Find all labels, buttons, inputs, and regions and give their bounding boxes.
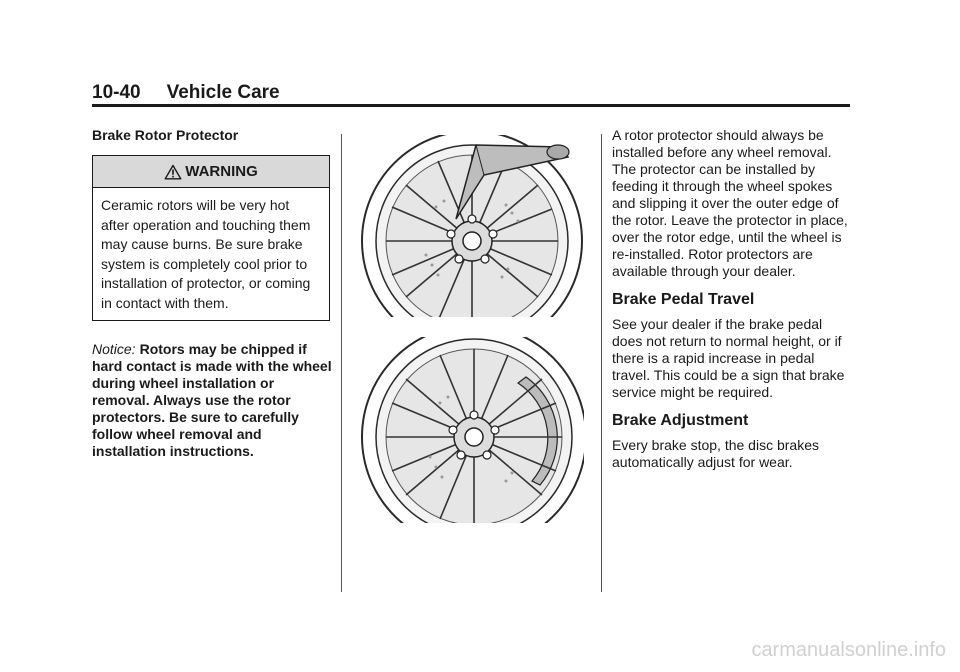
watermark: carmanualsonline.info xyxy=(751,639,946,661)
section-title: Vehicle Care xyxy=(166,82,280,103)
section-heading: Brake Rotor Protector xyxy=(92,127,239,143)
warning-triangle-icon xyxy=(164,164,182,180)
column-divider-right xyxy=(601,134,602,592)
brake-adjustment-heading: Brake Adjustment xyxy=(612,412,749,429)
wheel-illustration-top xyxy=(356,135,584,317)
wheel-illustration-bottom xyxy=(356,337,584,523)
page-header xyxy=(92,82,280,104)
brake-pedal-travel-heading: Brake Pedal Travel xyxy=(612,291,755,308)
left-column xyxy=(92,127,332,460)
warning-label: WARNING xyxy=(185,163,258,180)
rotor-protector-text: A rotor protector should always be installed before any wheel removal. The protector can be installed by feeding it through the wheel spokes and slipping it over the outer edge of the rotor. Leave the protector in place, over the rotor edge, until the wheel is re-installed. Rotor protectors are available through your dealer. xyxy=(612,127,848,279)
brake-adjustment-text: Every brake stop, the disc brakes automatically adjust for wear. xyxy=(612,437,819,470)
notice-text: Rotors may be chipped if hard contact is made with the wheel during wheel installation or removal. Always use the rotor protectors. Be sure to carefully follow wheel removal and installation instructions. xyxy=(92,341,332,459)
warning-header xyxy=(93,156,329,188)
notice-paragraph xyxy=(92,341,332,460)
notice-lead: Notice: xyxy=(92,341,136,357)
right-column xyxy=(612,127,850,471)
warning-box xyxy=(92,155,330,321)
brake-pedal-travel-text: See your dealer if the brake pedal does not return to normal height, or if there is a rapid increase in pedal travel. This could be a sign that brake service might be required. xyxy=(612,316,845,400)
column-divider-left xyxy=(341,134,342,592)
warning-text: Ceramic rotors will be very hot after operation and touching them may cause burns. Be sure brake system is completely cool prior to installation of protector, or coming in contact with them. xyxy=(101,197,311,311)
page-number: 10-40 xyxy=(92,82,141,103)
header-rule xyxy=(92,104,850,107)
